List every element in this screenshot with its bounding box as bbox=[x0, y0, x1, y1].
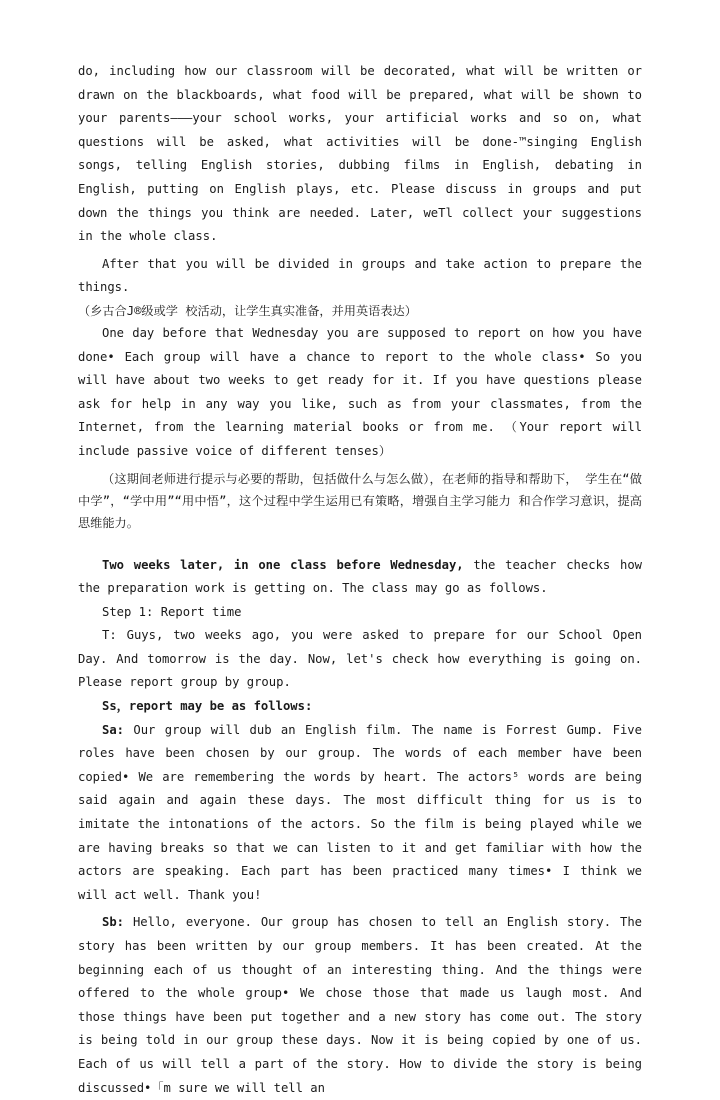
paragraph-teacher-prompt: T: Guys, two weeks ago, you were asked to prepare for our School Open Day. And tomorrow is the day. Now, let's check how everything is going on. Please report group by group. bbox=[78, 628, 642, 690]
intro-rest: the teacher checks how the preparation work is getting on. The class may go as follows. bbox=[78, 557, 642, 596]
step-heading: Step 1: Report time bbox=[102, 604, 242, 619]
sa-text: Our group will dub an English film. The name is Forrest Gump. Five roles have been chosen by our group. The words of each member have been copied• We are remembering the words by heart. The actors⁵ words are being said again and again these days. The most difficult thing for us is to imitate the intonations of the actors. So the film is being played while we are having breaks so that we can listen to it and get familiar with how the actors are speaking. Each part has been practiced many times• I think we will act well. Thank you! bbox=[78, 722, 642, 902]
paragraph-report-instructions: One day before that Wednesday you are supposed to report on how you have done• Each group will have a chance to report to the whole class• So you will have about two weeks to get ready for it. If you have questions please ask for help in any way you like, such as from your classmates, from the Internet, from the learning material books or from me. （Your report will include passive voice of different tenses） bbox=[78, 325, 642, 458]
paragraph-group-division: After that you will be divided in groups and take action to prepare the things. bbox=[78, 256, 642, 295]
paragraph-sa-report bbox=[78, 719, 642, 908]
students-report-heading: Ss，report may be as follows: bbox=[102, 699, 313, 714]
spacer bbox=[78, 534, 642, 554]
bold-intro: Two weeks later, in one class before Wednesday, bbox=[102, 557, 464, 572]
paragraph-sb-report bbox=[78, 911, 642, 1100]
paragraph-preparation-list: do, including how our classroom will be decorated, what will be written or drawn on the blackboards, what food will be prepared, what will be shown to your parents———your school works, your artificial works and so on, what questions will be asked, what activities will be done-™singing English songs, telling English stories, dubbing films in English, debating in English, putting on English plays, etc. Please discuss in groups and put down the things you think are needed. Later, weTl collect your suggestions in the whole class. bbox=[78, 64, 642, 244]
sb-text: Hello, everyone. Our group has chosen to tell an English story. The story has been written by our group members. It has been created. At the beginning each of us thought of an interesting thing. And the things were offered to the whole group• We chose those that made us laugh most. And those things have been put together and a new story has come out. The story is being told in our group these days. Now it is being copied by one of us. Each of us will tell a part of the story. How to divide the story is being discussed•「m sure we will tell an bbox=[78, 915, 642, 1095]
speaker-label-sa: Sa: bbox=[102, 722, 125, 737]
speaker-label-sb: Sb: bbox=[102, 915, 125, 930]
chinese-note-guidance: （这期间老师进行提示与必要的帮助，包括做什么与怎么做），在老师的指导和帮助下， 学生在“做中学”，“学中用”“用中悟”，这个过程中学生运用已有策略，增强自主学习能力 和合作学习意识，提高思维能力。 bbox=[78, 471, 642, 530]
document-page bbox=[78, 60, 642, 1100]
chinese-note-activity: （乡古合J®级或学 校活动，让学生真实准备，并用英语表达） bbox=[78, 303, 417, 318]
paragraph-two-weeks-later bbox=[78, 554, 642, 601]
